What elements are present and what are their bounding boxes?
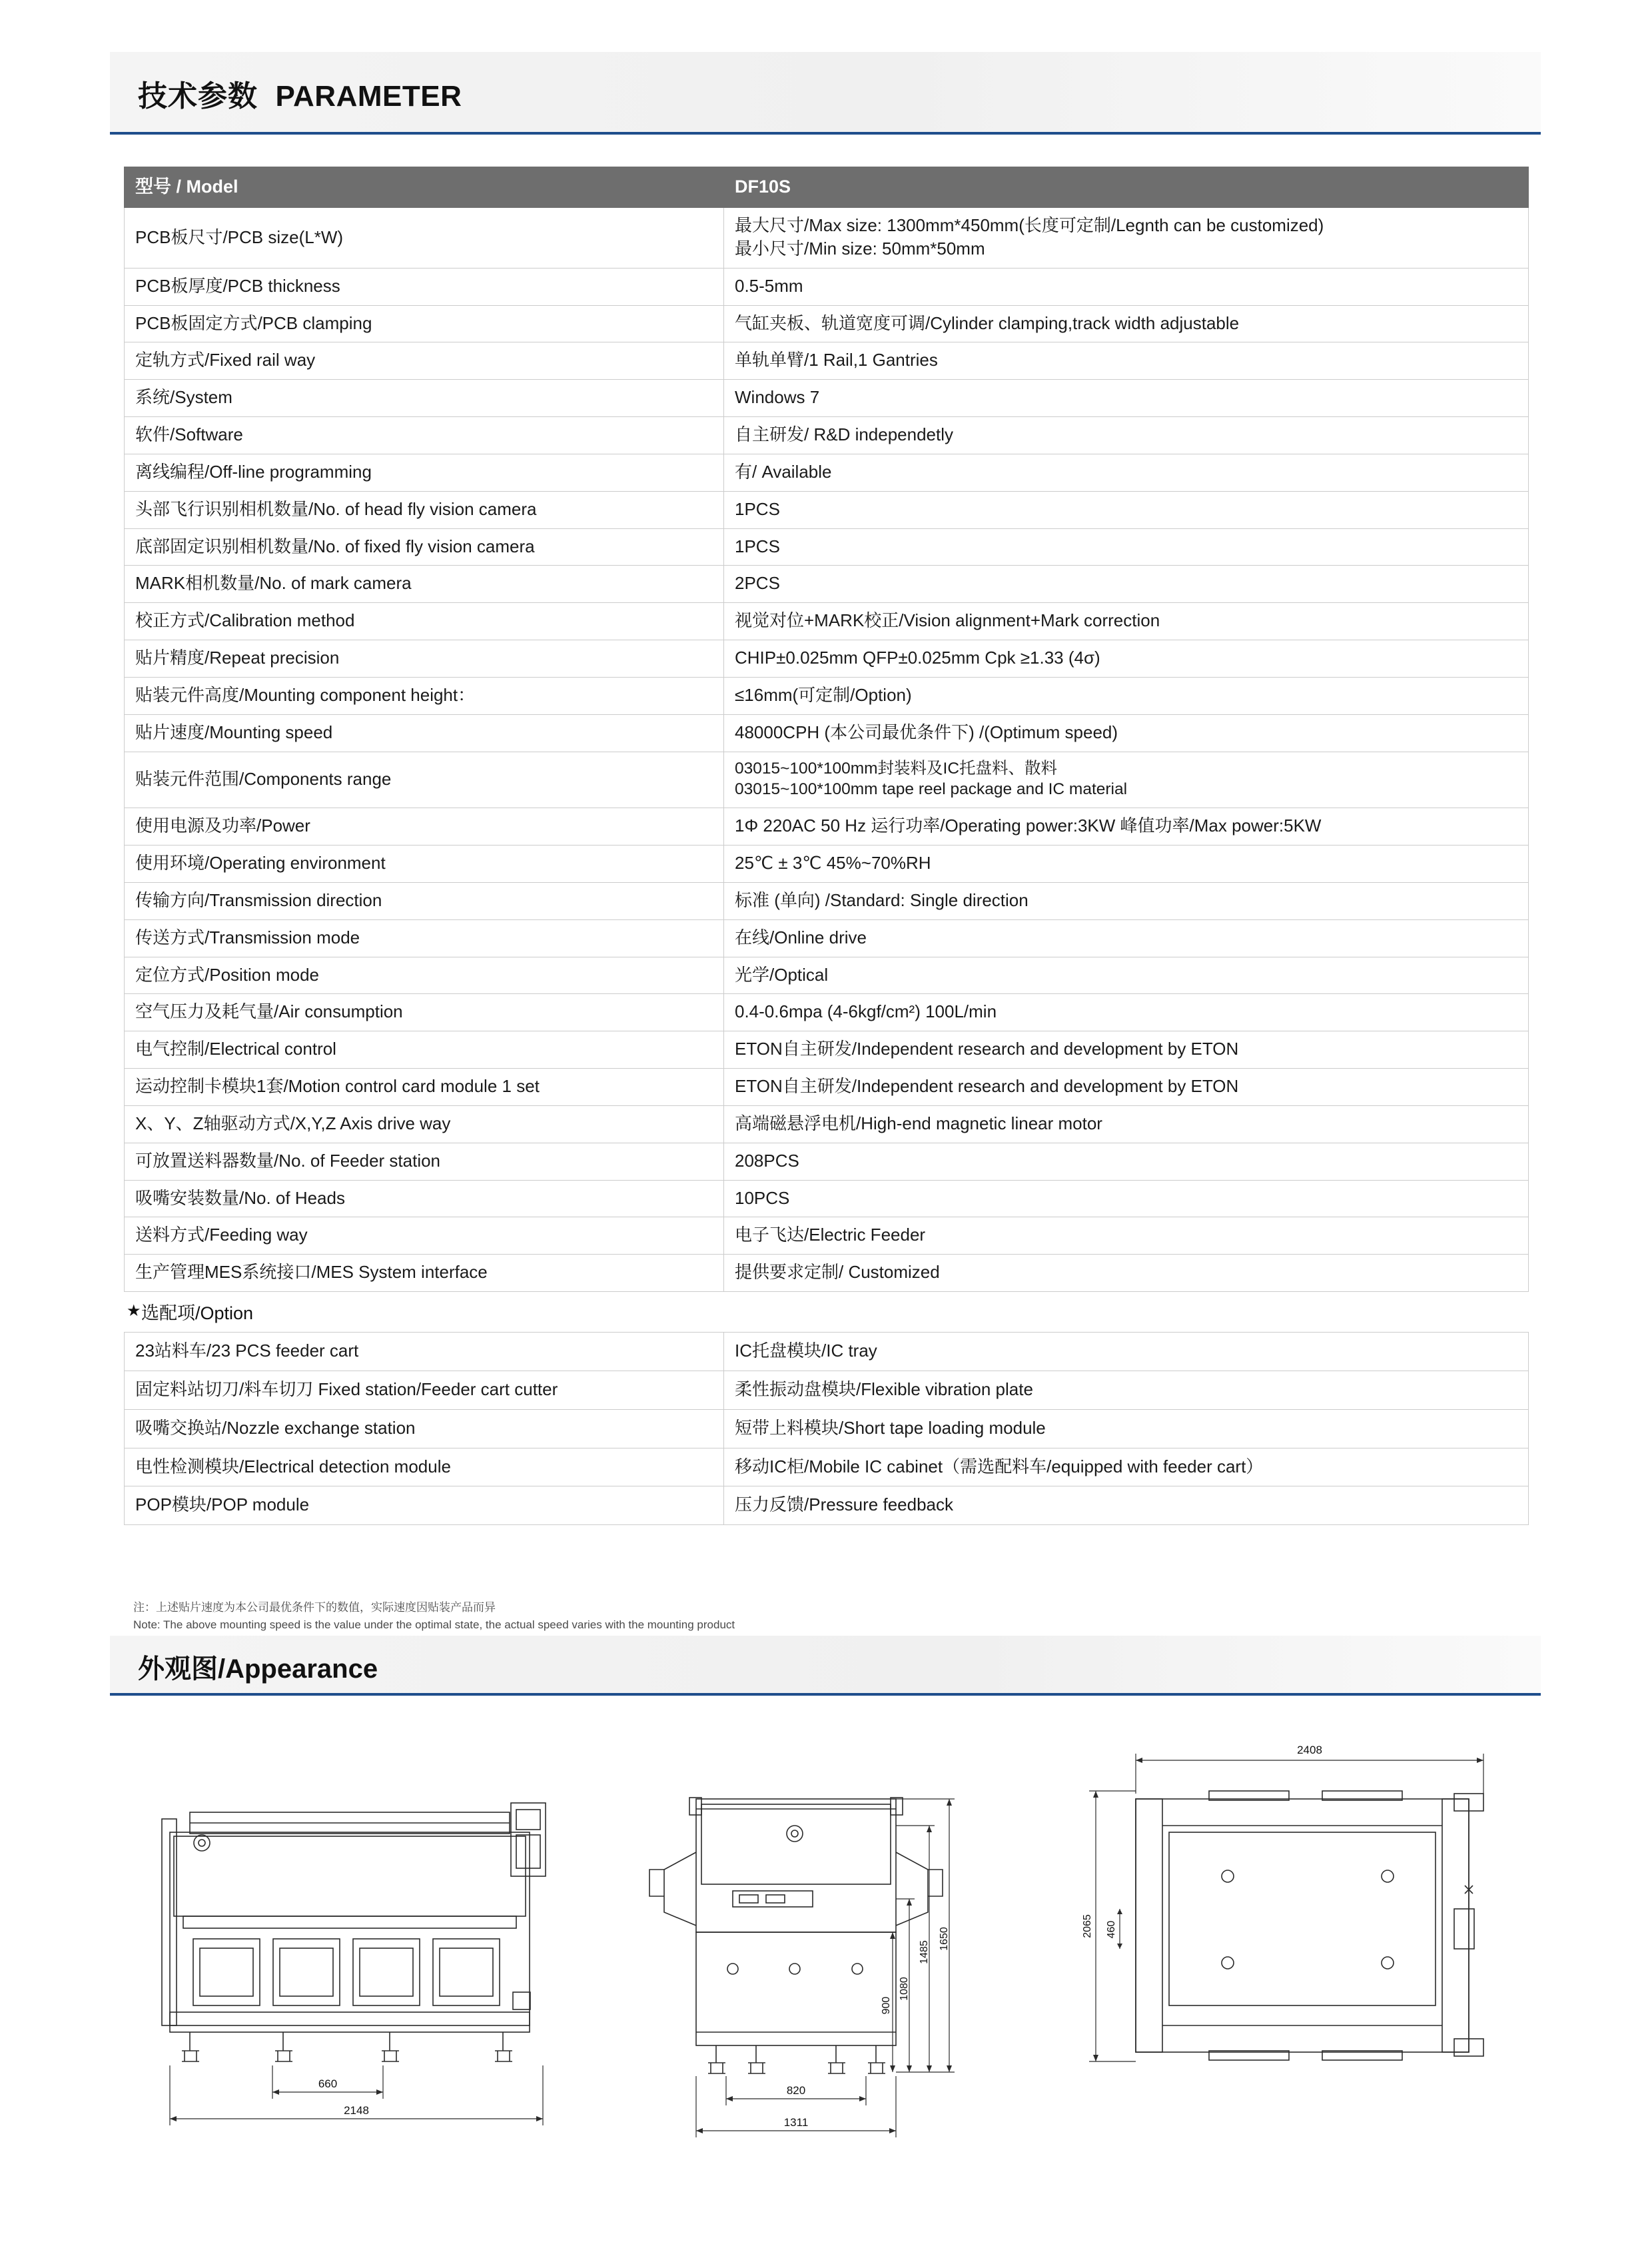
parameter-header-band bbox=[110, 52, 1541, 135]
row-value: 移动IC柜/Mobile IC cabinet（需选配料车/equipped with feeder cart） bbox=[724, 1448, 1529, 1486]
table-row bbox=[125, 342, 1529, 380]
top-view-dim-height: 2065 bbox=[1082, 1914, 1093, 1938]
row-label: 贴片精度/Repeat precision bbox=[125, 640, 724, 678]
table-row bbox=[125, 919, 1529, 957]
table-row bbox=[125, 1031, 1529, 1069]
side-view-drawing bbox=[616, 1719, 1029, 2185]
row-value: 2PCS bbox=[724, 566, 1529, 603]
row-label: 离线编程/Off-line programming bbox=[125, 454, 724, 491]
table-row bbox=[125, 808, 1529, 846]
row-value: 0.5-5mm bbox=[724, 268, 1529, 305]
row-value: 光学/Optical bbox=[724, 957, 1529, 994]
row-value: ETON自主研发/Independent research and development by ETON bbox=[724, 1069, 1529, 1106]
table-row bbox=[125, 1255, 1529, 1292]
row-label: 运动控制卡模块1套/Motion control card module 1 set bbox=[125, 1069, 724, 1106]
row-value: CHIP±0.025mm QFP±0.025mm Cpk ≥1.33 (4σ) bbox=[724, 640, 1529, 678]
top-view-dim-inner: 460 bbox=[1106, 1920, 1117, 1939]
table-row bbox=[125, 1180, 1529, 1217]
page-title-cn: 技术参数 bbox=[138, 80, 258, 113]
row-value: 压力反馈/Pressure feedback bbox=[724, 1486, 1529, 1525]
table-row bbox=[125, 268, 1529, 305]
table-row bbox=[125, 380, 1529, 417]
row-label: 校正方式/Calibration method bbox=[125, 603, 724, 640]
row-value bbox=[724, 208, 1529, 269]
row-value: 气缸夹板、轨道宽度可调/Cylinder clamping,track width adjustable bbox=[724, 305, 1529, 342]
row-label: 固定料站切刀/料车切刀 Fixed station/Feeder cart cutter bbox=[125, 1371, 724, 1409]
table-row bbox=[125, 566, 1529, 603]
row-value bbox=[724, 752, 1529, 808]
table-row bbox=[125, 603, 1529, 640]
footnote bbox=[133, 1599, 1465, 1633]
top-view-dim-width: 2408 bbox=[1297, 1744, 1322, 1756]
row-value: 25℃ ± 3℃ 45%~70%RH bbox=[724, 846, 1529, 883]
row-value: 提供要求定制/ Customized bbox=[724, 1255, 1529, 1292]
row-label: POP模块/POP module bbox=[125, 1486, 724, 1525]
row-value: IC托盘模块/IC tray bbox=[724, 1333, 1529, 1371]
row-label: 底部固定识别相机数量/No. of fixed fly vision camera bbox=[125, 528, 724, 566]
row-value-line: 03015~100*100mm封装料及IC托盘料、散料 bbox=[735, 759, 1058, 778]
row-label: 生产管理MES系统接口/MES System interface bbox=[125, 1255, 724, 1292]
row-value: 有/ Available bbox=[724, 454, 1529, 491]
row-value: 1PCS bbox=[724, 491, 1529, 528]
row-label: 定轨方式/Fixed rail way bbox=[125, 342, 724, 380]
header-cell-model-value: DF10S bbox=[724, 167, 1529, 208]
row-value: 自主研发/ R&D independetly bbox=[724, 417, 1529, 454]
star-icon: ★ bbox=[127, 1302, 141, 1321]
row-label: 电性检测模块/Electrical detection module bbox=[125, 1448, 724, 1486]
row-value-line: 最小尺寸/Min size: 50mm*50mm bbox=[735, 239, 985, 259]
option-section-title-row bbox=[124, 1297, 1528, 1328]
row-value: 单轨单臂/1 Rail,1 Gantries bbox=[724, 342, 1529, 380]
row-label: 定位方式/Position mode bbox=[125, 957, 724, 994]
row-label: 软件/Software bbox=[125, 417, 724, 454]
table-row bbox=[125, 1105, 1529, 1143]
table-row bbox=[125, 491, 1529, 528]
row-value: 短带上料模块/Short tape loading module bbox=[724, 1409, 1529, 1448]
footnote-line-en: Note: The above mounting speed is the value under the optimal state, the actual speed varies with the mounting product bbox=[133, 1618, 735, 1631]
table-row bbox=[125, 1217, 1529, 1255]
row-value: 电子飞达/Electric Feeder bbox=[724, 1217, 1529, 1255]
table-row bbox=[125, 846, 1529, 883]
appearance-title: 外观图/Appearance bbox=[138, 1654, 378, 1684]
row-label: 吸嘴交换站/Nozzle exchange station bbox=[125, 1409, 724, 1448]
footnote-line-cn: 注：上述贴片速度为本公司最优条件下的数值，实际速度因贴装产品而异 bbox=[133, 1601, 496, 1614]
row-label: 使用环境/Operating environment bbox=[125, 846, 724, 883]
side-view-dim-inner-width: 820 bbox=[786, 2084, 806, 2097]
table-row bbox=[125, 957, 1529, 994]
side-view-dim-mid-height: 1485 bbox=[919, 1940, 930, 1964]
top-view-drawing bbox=[1056, 1719, 1522, 2185]
side-view-dim-total-height: 1650 bbox=[939, 1927, 950, 1951]
table-row bbox=[125, 1069, 1529, 1106]
row-value: 1PCS bbox=[724, 528, 1529, 566]
row-label: 空气压力及耗气量/Air consumption bbox=[125, 994, 724, 1031]
table-row bbox=[125, 714, 1529, 752]
row-value: 1Φ 220AC 50 Hz 运行功率/Operating power:3KW 峰值功率/Max power:5KW bbox=[724, 808, 1529, 846]
table-row bbox=[125, 640, 1529, 678]
page-title bbox=[138, 72, 462, 115]
option-section-title: 选配项/Option bbox=[141, 1303, 254, 1324]
table-row bbox=[125, 1371, 1529, 1409]
row-label: 系统/System bbox=[125, 380, 724, 417]
row-value: 标准 (单向) /Standard: Single direction bbox=[724, 882, 1529, 919]
header-cell-model-label: 型号 / Model bbox=[125, 167, 724, 208]
table-row bbox=[125, 1448, 1529, 1486]
row-value: 柔性振动盘模块/Flexible vibration plate bbox=[724, 1371, 1529, 1409]
side-view-dim-low-height: 1080 bbox=[899, 1977, 910, 2001]
row-value: 视觉对位+MARK校正/Vision alignment+Mark correction bbox=[724, 603, 1529, 640]
row-value: ≤16mm(可定制/Option) bbox=[724, 677, 1529, 714]
row-label: 贴片速度/Mounting speed bbox=[125, 714, 724, 752]
table-row bbox=[125, 305, 1529, 342]
row-value: 48000CPH (本公司最优条件下) /(Optimum speed) bbox=[724, 714, 1529, 752]
table-row bbox=[125, 417, 1529, 454]
row-label: 吸嘴安装数量/No. of Heads bbox=[125, 1180, 724, 1217]
table-row bbox=[125, 994, 1529, 1031]
table-row bbox=[125, 454, 1529, 491]
row-value: 在线/Online drive bbox=[724, 919, 1529, 957]
side-view-dim-base-height: 900 bbox=[881, 1996, 892, 2015]
table-row bbox=[125, 677, 1529, 714]
table-row bbox=[125, 752, 1529, 808]
table-row bbox=[125, 1486, 1529, 1525]
row-label: 23站料车/23 PCS feeder cart bbox=[125, 1333, 724, 1371]
row-label: 电气控制/Electrical control bbox=[125, 1031, 724, 1069]
table-row bbox=[125, 1409, 1529, 1448]
table-row bbox=[125, 882, 1529, 919]
spec-table-wrap bbox=[124, 167, 1528, 1525]
spec-table bbox=[124, 167, 1529, 1292]
row-label: 可放置送料器数量/No. of Feeder station bbox=[125, 1143, 724, 1180]
row-value: 208PCS bbox=[724, 1143, 1529, 1180]
front-view-dim-inner: 660 bbox=[318, 2077, 338, 2090]
table-row bbox=[125, 1143, 1529, 1180]
front-view-drawing bbox=[130, 1719, 596, 2185]
front-view-dim-total: 2148 bbox=[344, 2104, 369, 2117]
side-view-dim-total-width: 1311 bbox=[783, 2116, 809, 2129]
table-row bbox=[125, 1333, 1529, 1371]
row-label: 贴装元件范围/Components range bbox=[125, 752, 724, 808]
row-label: X、Y、Z轴驱动方式/X,Y,Z Axis drive way bbox=[125, 1105, 724, 1143]
row-label: 传输方向/Transmission direction bbox=[125, 882, 724, 919]
row-value: 0.4-0.6mpa (4-6kgf/cm²) 100L/min bbox=[724, 994, 1529, 1031]
row-label: 送料方式/Feeding way bbox=[125, 1217, 724, 1255]
row-value: 10PCS bbox=[724, 1180, 1529, 1217]
row-value: 高端磁悬浮电机/High-end magnetic linear motor bbox=[724, 1105, 1529, 1143]
row-value: Windows 7 bbox=[724, 380, 1529, 417]
row-value-line: 最大尺寸/Max size: 1300mm*450mm(长度可定制/Legnth can be customized) bbox=[735, 215, 1324, 236]
row-label: PCB板尺寸/PCB size(L*W) bbox=[125, 208, 724, 269]
row-label: 使用电源及功率/Power bbox=[125, 808, 724, 846]
row-label: PCB板厚度/PCB thickness bbox=[125, 268, 724, 305]
row-value-line: 03015~100*100mm tape reel package and IC material bbox=[735, 780, 1128, 799]
row-label: 头部飞行识别相机数量/No. of head fly vision camera bbox=[125, 491, 724, 528]
row-value: ETON自主研发/Independent research and development by ETON bbox=[724, 1031, 1529, 1069]
appearance-header-band bbox=[110, 1636, 1541, 1696]
row-label: MARK相机数量/No. of mark camera bbox=[125, 566, 724, 603]
table-row bbox=[125, 528, 1529, 566]
option-table bbox=[124, 1332, 1529, 1525]
appearance-drawings bbox=[110, 1719, 1541, 2185]
table-row bbox=[125, 208, 1529, 269]
row-label: 贴装元件高度/Mounting component height： bbox=[125, 677, 724, 714]
table-header-row bbox=[125, 167, 1529, 208]
row-label: 传送方式/Transmission mode bbox=[125, 919, 724, 957]
row-label: PCB板固定方式/PCB clamping bbox=[125, 305, 724, 342]
page-title-en: PARAMETER bbox=[275, 80, 462, 113]
